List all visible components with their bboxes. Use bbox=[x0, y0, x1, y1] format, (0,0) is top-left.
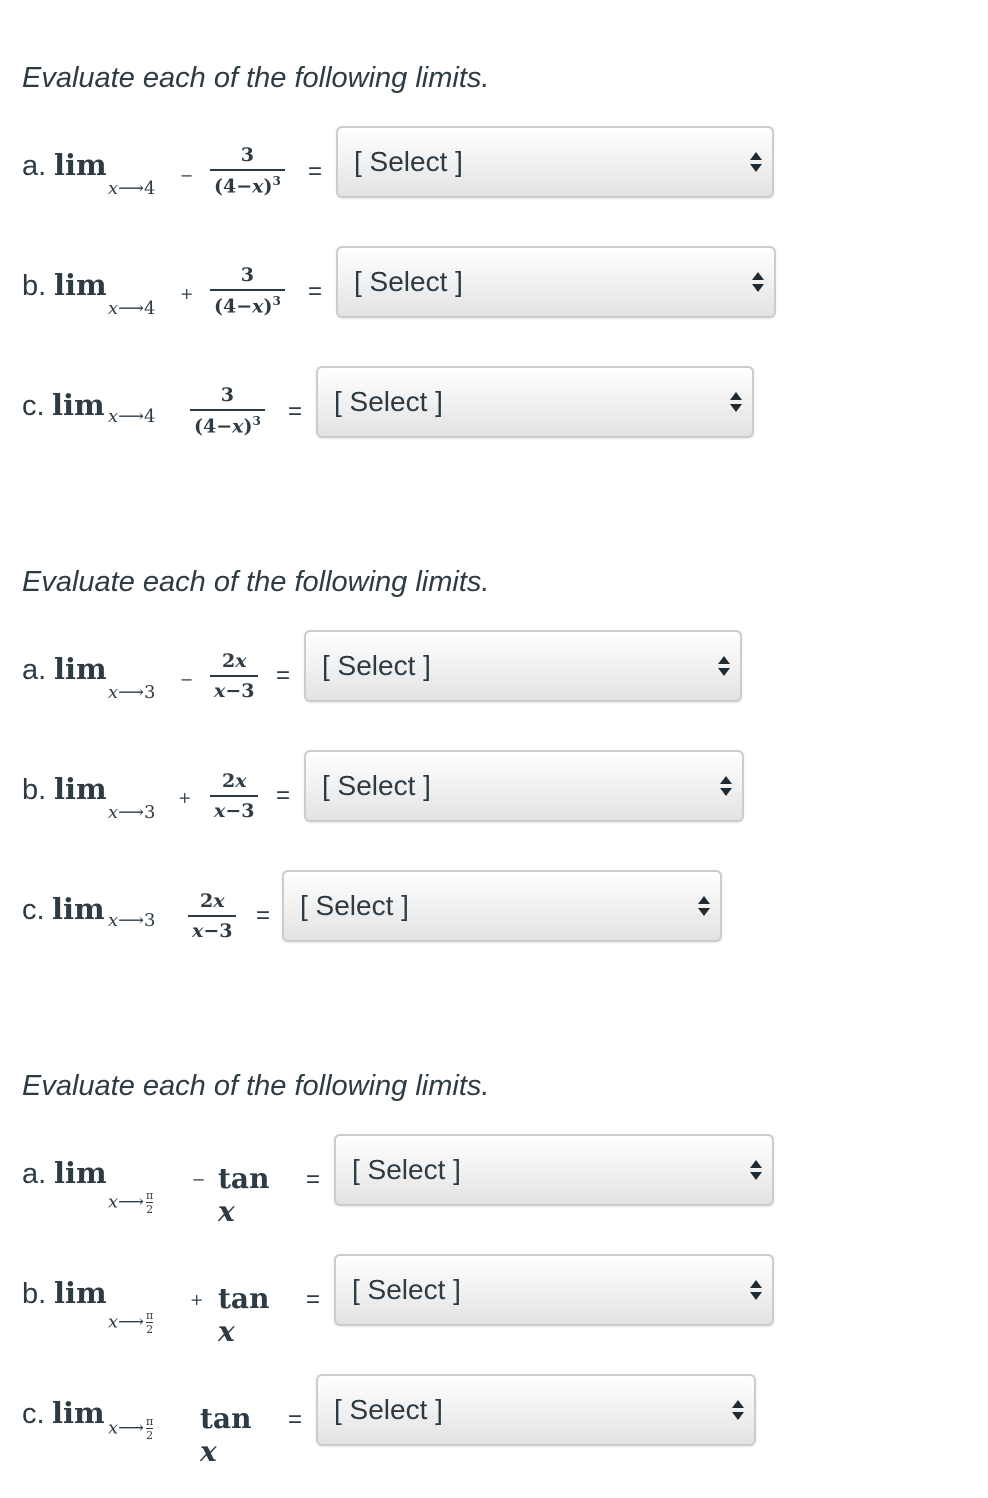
question-letter: a. bbox=[22, 150, 47, 182]
denominator: x−3 bbox=[214, 800, 255, 822]
one-sided-sign: − bbox=[192, 1170, 206, 1189]
denominator: $(4-x)^3$ bbox=[214, 174, 281, 198]
up-down-arrows-icon bbox=[718, 652, 730, 680]
lim-operator: lim bbox=[54, 772, 107, 806]
up-down-arrows-icon bbox=[730, 388, 742, 416]
tan-function: tan x bbox=[218, 1282, 270, 1348]
limit-subscript: x⟶3 bbox=[108, 682, 156, 703]
question-letter: b. bbox=[22, 1278, 47, 1310]
denominator: $(4-x)^3$ bbox=[194, 414, 261, 438]
answer-select-1b[interactable] bbox=[336, 246, 776, 318]
fraction bbox=[210, 770, 258, 822]
up-down-arrows-icon bbox=[750, 148, 762, 176]
equals-sign: = bbox=[276, 782, 291, 809]
numerator: 2x bbox=[221, 770, 247, 792]
up-down-arrows-icon bbox=[750, 1276, 762, 1304]
select-value: [ Select ] bbox=[352, 1154, 461, 1185]
answer-select-3b[interactable] bbox=[334, 1254, 774, 1326]
up-down-arrows-icon bbox=[720, 772, 732, 800]
answer-select-2a[interactable] bbox=[304, 630, 742, 702]
section-heading: Evaluate each of the following limits. bbox=[22, 62, 490, 94]
lim-operator: lim bbox=[52, 1396, 105, 1430]
answer-select-3c[interactable] bbox=[316, 1374, 756, 1446]
up-down-arrows-icon bbox=[752, 268, 764, 296]
numerator: 3 bbox=[240, 264, 255, 286]
equals-sign: = bbox=[288, 1406, 303, 1433]
select-value: [ Select ] bbox=[354, 266, 463, 297]
denominator: $(4-x)^3$ bbox=[214, 294, 281, 318]
answer-select-2b[interactable] bbox=[304, 750, 744, 822]
select-value: [ Select ] bbox=[334, 386, 443, 417]
equals-sign: = bbox=[306, 1286, 321, 1313]
select-value: [ Select ] bbox=[352, 1274, 461, 1305]
limit-subscript: x⟶4 bbox=[108, 406, 156, 427]
limit-subscript: x⟶3 bbox=[108, 910, 156, 931]
tan-function: tan x bbox=[200, 1402, 252, 1468]
equals-sign: = bbox=[288, 398, 303, 425]
denominator: x−3 bbox=[214, 680, 255, 702]
select-value: [ Select ] bbox=[300, 890, 409, 921]
tan-function: tan x bbox=[218, 1162, 270, 1228]
equals-sign: = bbox=[306, 1166, 321, 1193]
limit-subscript: x⟶3 bbox=[108, 802, 156, 823]
equals-sign: = bbox=[308, 278, 323, 305]
pi-over-2: $\frac{\pi}{2}$ bbox=[145, 1189, 154, 1216]
question-letter: c. bbox=[22, 1398, 45, 1430]
lim-operator: lim bbox=[54, 1156, 107, 1190]
fraction bbox=[190, 384, 265, 437]
one-sided-sign: + bbox=[190, 1290, 204, 1309]
one-sided-sign: − bbox=[180, 166, 194, 185]
numerator: 2x bbox=[199, 890, 225, 912]
section-heading: Evaluate each of the following limits. bbox=[22, 566, 490, 598]
limit-subscript: x⟶ $\frac{\pi}{2}$ bbox=[108, 1189, 154, 1216]
lim-operator: lim bbox=[54, 1276, 107, 1310]
up-down-arrows-icon bbox=[698, 892, 710, 920]
fraction bbox=[210, 650, 258, 702]
answer-select-1a[interactable] bbox=[336, 126, 774, 198]
pi-over-2: $\frac{\pi}{2}$ bbox=[145, 1415, 154, 1442]
question-letter: c. bbox=[22, 894, 45, 926]
numerator: 3 bbox=[240, 144, 255, 166]
pi-over-2: $\frac{\pi}{2}$ bbox=[145, 1309, 154, 1336]
select-value: [ Select ] bbox=[354, 146, 463, 177]
section-heading: Evaluate each of the following limits. bbox=[22, 1070, 490, 1102]
question-letter: a. bbox=[22, 654, 47, 686]
fraction bbox=[188, 890, 236, 942]
limit-subscript: x⟶ $\frac{\pi}{2}$ bbox=[108, 1309, 154, 1336]
up-down-arrows-icon bbox=[750, 1156, 762, 1184]
equals-sign: = bbox=[276, 662, 291, 689]
numerator: 3 bbox=[220, 384, 235, 406]
answer-select-1c[interactable] bbox=[316, 366, 754, 438]
lim-operator: lim bbox=[54, 652, 107, 686]
lim-operator: lim bbox=[54, 268, 107, 302]
numerator: 2x bbox=[221, 650, 247, 672]
question-letter: b. bbox=[22, 774, 47, 806]
denominator: x−3 bbox=[192, 920, 233, 942]
fraction bbox=[210, 144, 285, 197]
one-sided-sign: − bbox=[180, 670, 194, 689]
select-value: [ Select ] bbox=[322, 650, 431, 681]
answer-select-3a[interactable] bbox=[334, 1134, 774, 1206]
question-letter: b. bbox=[22, 270, 47, 302]
fraction bbox=[210, 264, 285, 317]
lim-operator: lim bbox=[54, 148, 107, 182]
up-down-arrows-icon bbox=[732, 1396, 744, 1424]
one-sided-sign: + bbox=[180, 284, 194, 303]
equals-sign: = bbox=[308, 158, 323, 185]
lim-operator: lim bbox=[52, 892, 105, 926]
question-letter: a. bbox=[22, 1158, 47, 1190]
limit-subscript: x⟶4 bbox=[108, 298, 156, 319]
one-sided-sign: + bbox=[178, 788, 192, 807]
limit-subscript: x⟶ $\frac{\pi}{2}$ bbox=[108, 1415, 154, 1442]
select-value: [ Select ] bbox=[334, 1394, 443, 1425]
select-value: [ Select ] bbox=[322, 770, 431, 801]
equals-sign: = bbox=[256, 902, 271, 929]
lim-operator: lim bbox=[52, 388, 105, 422]
question-letter: c. bbox=[22, 390, 45, 422]
answer-select-2c[interactable] bbox=[282, 870, 722, 942]
limit-subscript: x⟶4 bbox=[108, 178, 156, 199]
